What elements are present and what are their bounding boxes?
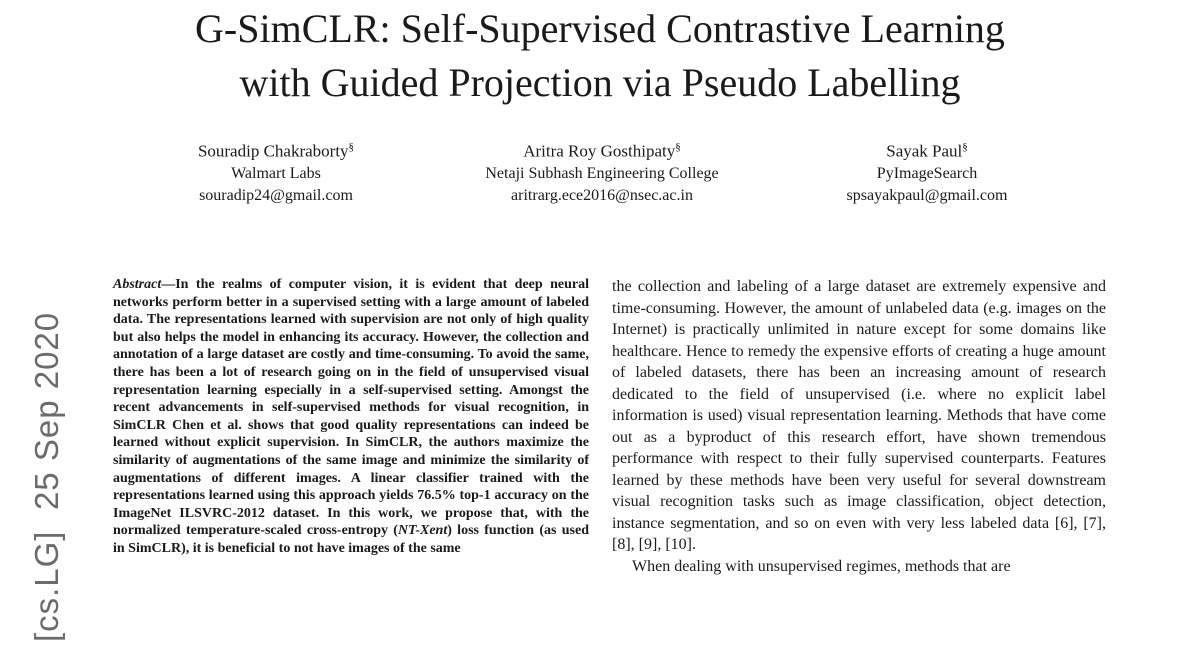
author-name: Aritra Roy Gosthipaty	[523, 141, 676, 161]
arxiv-category: [cs.LG]	[28, 530, 65, 643]
arxiv-stamp	[28, 312, 66, 642]
title-line-2: with Guided Projection via Pseudo Labelling	[239, 60, 961, 105]
author-mark: §	[675, 141, 681, 153]
author-email: aritrarg.ece2016@nsec.ac.in	[511, 187, 693, 205]
author-mark: §	[962, 141, 968, 153]
body-paragraph-2: When dealing with unsupervised regimes, methods that are	[632, 557, 1011, 575]
author-block	[0, 136, 1200, 206]
author-email: souradip24@gmail.com	[199, 187, 353, 205]
author-affiliation: Walmart Labs	[231, 165, 321, 183]
body-column-right	[612, 276, 1106, 577]
author-name: Souradip Chakraborty	[197, 141, 349, 161]
author-affiliation: Netaji Subhash Engineering College	[485, 165, 719, 183]
arxiv-date: 25 Sep 2020	[28, 312, 65, 511]
abstract-paragraph	[113, 276, 589, 558]
author-affiliation: PyImageSearch	[876, 165, 978, 183]
author-2	[452, 136, 752, 207]
abstract-label: Abstract	[113, 277, 162, 292]
abstract-column	[113, 276, 589, 558]
author-3	[822, 136, 1032, 207]
body-paragraph-1: the collection and labeling of a large dataset are extremely expensive and time-consuming. However, the amount of unlabeled data (e.g. images on the Internet) is practically unlimited in nature except for some domains like healthcare. Hence to remedy the expensive efforts of creating a huge amount of labeled datasets, there has been an increasing amount of research dedicated to the field of unsupervised (i.e. where no explicit label information is used) visual representation learning. Methods that have come out as a byproduct of this research effort, have shown tremendous performance with respect to their fully supervised counterparts. Features learned by these methods have been very useful for several downstream visual recognition tasks such as image classification, object detection, instance segmentation, and so on even with very less labeled data [6], [7], [8], [9], [10].	[612, 278, 1106, 553]
title-line-1: G-SimCLR: Self-Supervised Contrastive Learning	[195, 6, 1005, 51]
paper-title	[0, 2, 1200, 110]
author-email: spsayakpaul@gmail.com	[846, 187, 1008, 205]
author-name: Sayak Paul	[886, 141, 963, 161]
abstract-text-2: ) loss function (as used in SimCLR), it is beneficial to not have images of the same	[113, 523, 589, 556]
abstract-text-1: —In the realms of computer vision, it is evident that deep neural networks perform better in a supervised setting with a large amount of labeled data. The representations learned with supervision are not only of high quality but also helps the model in enhancing its accuracy. However, the collection and annotation of a large dataset are costly and time-consuming. To avoid the same, there has been a lot of research going on in the field of unsupervised visual representation learning especially in a self-supervised setting. Amongst the recent advancements in self-supervised methods for visual recognition, in SimCLR Chen et al. shows that good quality representations can indeed be learned without explicit supervision. In SimCLR, the authors maximize the similarity of augmentations of the same image and minimize the similarity of augmentations of different images. A linear classifier trained with the representations learned using this approach yields 76.5% top-1 accuracy on the ImageNet ILSVRC-2012 dataset. In this work, we propose that, with the normalized temperature-scaled cross-entropy (	[113, 277, 589, 539]
author-1	[176, 136, 376, 207]
author-mark: §	[348, 141, 355, 153]
abstract-emphasis: NT-Xent	[397, 523, 448, 539]
